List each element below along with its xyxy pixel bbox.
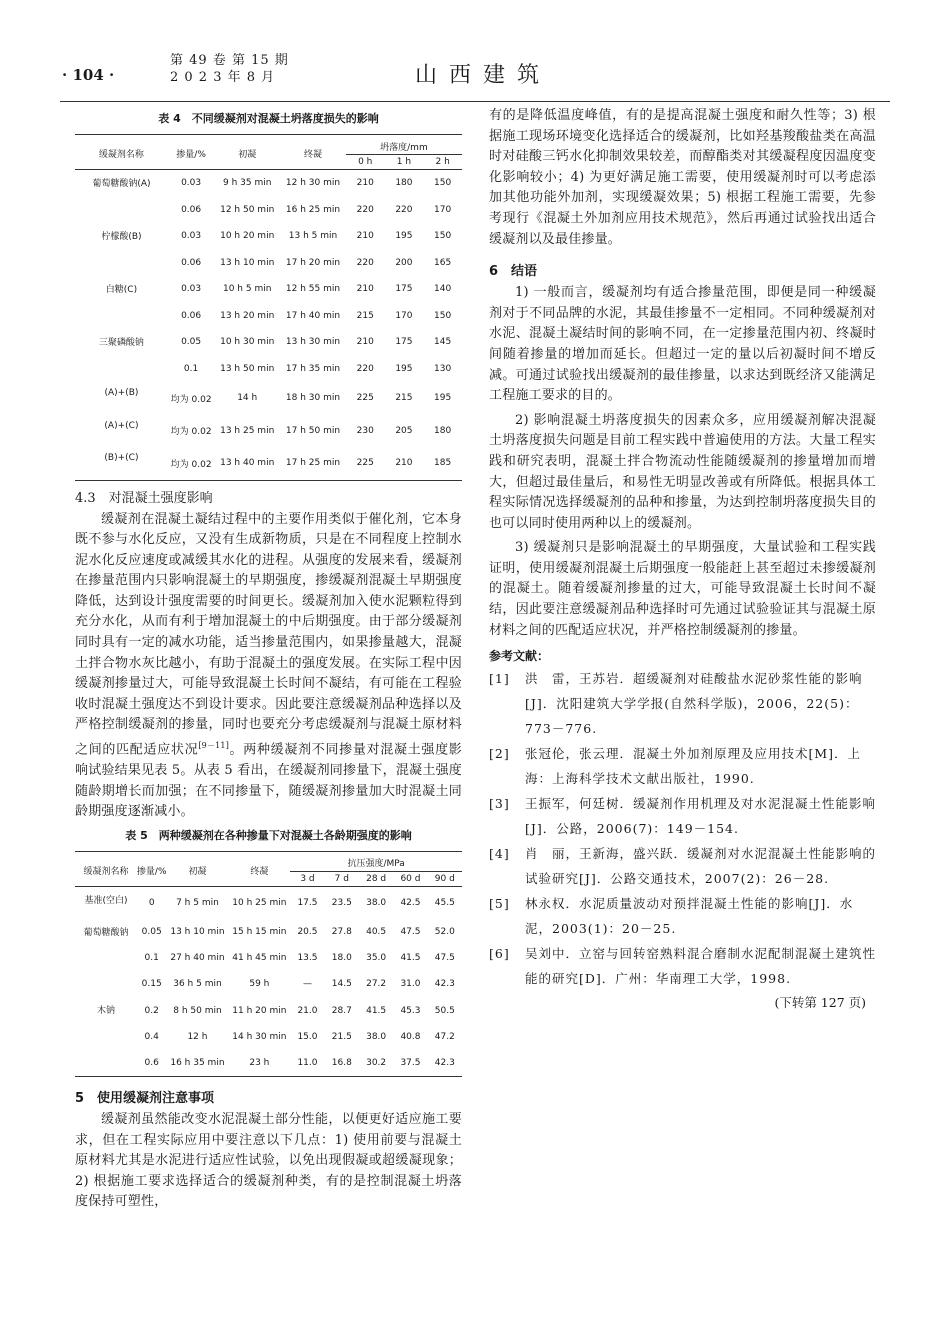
table-cell: 0.06: [181, 257, 202, 268]
table-cell: 均为 0.02: [170, 394, 212, 405]
table-cell: 220: [356, 363, 374, 374]
table-cell: 59 h: [249, 979, 270, 990]
table5: [75, 851, 462, 1077]
table-cell: 基准(空白): [84, 895, 128, 906]
table-cell: 17 h 50 min: [285, 425, 341, 436]
t4-head-slump-1h: 1 h: [396, 157, 412, 167]
table-cell: 0.03: [181, 284, 202, 295]
reference-item: [489, 941, 876, 991]
table-cell: —: [302, 979, 312, 990]
issue-date: 2 0 2 3 年 8 月: [170, 70, 276, 85]
table-cell: 均为 0.02: [170, 459, 212, 470]
t4-head-name: 缓凝剂名称: [98, 150, 144, 160]
table-cell: 11.0: [297, 1057, 318, 1068]
table-cell: 0.03: [181, 178, 202, 189]
reference-number: [1]: [489, 671, 510, 687]
table-cell: 40.8: [400, 1031, 421, 1042]
table-cell: 175: [395, 284, 413, 295]
table-cell: 15.0: [297, 1031, 318, 1042]
reference-text: 肖 丽，王新海，盛兴跃．缓凝剂对水泥混凝土性能影响的试验研究[J]．公路交通技术，2007(2)：26－28.: [525, 846, 877, 887]
table-cell: 220: [395, 204, 413, 215]
table-cell: 41 h 45 min: [232, 953, 287, 964]
table-cell: 205: [395, 425, 413, 436]
table-cell: 50.5: [434, 1005, 455, 1016]
table-cell: 16 h 25 min: [285, 204, 341, 215]
page-header: [60, 40, 890, 100]
table-cell: 38.0: [366, 897, 387, 908]
table-cell: 10 h 20 min: [220, 231, 275, 242]
table-cell: 13 h 10 min: [220, 257, 275, 268]
left-column: [75, 106, 462, 1213]
reference-number: [4]: [489, 846, 510, 862]
table-cell: 195: [395, 231, 413, 242]
table-cell: 210: [356, 337, 374, 348]
table-row: [75, 329, 462, 356]
table-cell: 0.03: [181, 231, 202, 242]
table-cell: 210: [356, 231, 374, 242]
t4-head-final: 终凝: [303, 150, 322, 160]
table-row: [75, 997, 462, 1023]
table-cell: 38.0: [366, 1031, 387, 1042]
table-cell: 0.1: [144, 953, 159, 964]
table-row: [75, 170, 462, 197]
t5-head-3d: 3 d: [300, 873, 315, 884]
table-cell: 0: [148, 897, 155, 908]
reference-text: 王振军，何廷树．缓凝剂作用机理及对水泥混凝土性能影响[J]．公路，2006(7)：149－154.: [525, 796, 877, 837]
table-row: [75, 886, 462, 919]
references-title: 参考文献：: [489, 649, 550, 664]
table-cell: 12 h 55 min: [285, 284, 341, 295]
table-cell: 13 h 30 min: [285, 337, 341, 348]
t4-head-slump-2h: 2 h: [435, 157, 450, 167]
table-cell: 230: [356, 425, 374, 436]
table-cell: 18.0: [331, 953, 352, 964]
citation: [9－11]: [198, 741, 230, 751]
reference-item: [489, 791, 876, 841]
table-cell: 225: [356, 393, 374, 404]
reference-number: [3]: [489, 796, 510, 812]
table-cell: 21.0: [297, 1005, 318, 1016]
table-cell: 14 h: [237, 393, 258, 404]
t4-head-dosage: 掺量/%: [176, 150, 206, 160]
reference-text: 吴刘中．立窑与回转窑熟料混合磨制水泥配制混凝土建筑性能的研究[D]．广州：华南理工大学，1998.: [525, 946, 877, 987]
table-cell: 45.3: [400, 1005, 421, 1016]
t5-head-dosage: 掺量/%: [136, 866, 167, 877]
table-cell: 13 h 25 min: [220, 425, 275, 436]
conclusion-1: 1) 一般而言，缓凝剂均有适合掺量范围，即便是同一种缓凝剂对于不同品牌的水泥，其最佳掺量不一定相同。不同种缓凝剂对水泥、混凝土凝结时间的影响不同，在一定掺量范围内初、终凝时间随着掺量的增加而延长。但超过一定的量以后初凝时间不增反减。可通过试验找出缓凝剂的最佳掺量，以求达到既经济又能满足工程施工要求的目的。: [489, 285, 876, 404]
section-5-paragraph: 缓凝剂虽然能改变水泥混凝土部分性能，以便更好适应施工要求，但在工程实际应用中要注意以下几点：1) 使用前要与混凝土原材料尤其是水泥进行适应性试验，以免出现假凝或超缓凝现象；2) 根据施工要求选择适合的缓凝剂种类，有的是控制混凝土坍落度保持可塑性，: [75, 1112, 462, 1210]
table-cell: 150: [434, 178, 452, 189]
reference-item: [489, 891, 876, 941]
t4-head-initial: 初凝: [238, 150, 257, 160]
table-cell: 0.06: [181, 310, 202, 321]
t4-head-slump: 坍落度/mm: [346, 135, 462, 155]
table-cell: 140: [434, 284, 452, 295]
table-cell: 0.15: [141, 979, 162, 990]
table-cell: 165: [434, 257, 452, 268]
table-cell: 13 h 40 min: [220, 458, 275, 469]
table-cell: 215: [395, 393, 413, 404]
t5-head-initial: 初凝: [188, 866, 207, 877]
reference-number: [5]: [489, 896, 510, 912]
page-number: · 104 ·: [62, 66, 115, 84]
table-cell: 13 h 5 min: [288, 231, 338, 242]
reference-number: [2]: [489, 746, 510, 762]
table-cell: 47.5: [434, 953, 455, 964]
reference-item: [489, 741, 876, 791]
table-cell: 23 h: [249, 1057, 270, 1068]
table-cell: 220: [356, 257, 374, 268]
table4-body: [75, 170, 462, 481]
table-cell: 0.06: [181, 204, 202, 215]
table-cell: 0.1: [183, 363, 199, 374]
t4-head-slump-0h: 0 h: [358, 157, 373, 167]
t5-head-name: 缓凝剂名称: [83, 866, 129, 877]
journal-title: 山西建筑: [415, 63, 552, 88]
table-cell: 210: [356, 284, 374, 295]
table-cell: 葡萄糖酸钠(A): [92, 179, 151, 189]
table-cell: 47.2: [434, 1031, 455, 1042]
table-cell: 28.7: [331, 1005, 352, 1016]
table-cell: 13 h 20 min: [220, 310, 275, 321]
table4-caption: 表 4 不同缓凝剂对混凝土坍落度损失的影响: [158, 112, 379, 125]
table-cell: 10 h 25 min: [232, 897, 287, 908]
table-cell: 木钠: [96, 1006, 115, 1017]
table-cell: 9 h 35 min: [222, 178, 272, 189]
references-list: [489, 666, 876, 991]
table-cell: 16.8: [331, 1057, 352, 1068]
table-cell: (B)+(C): [104, 453, 139, 463]
right-column: [489, 106, 876, 1011]
reference-item: [489, 841, 876, 891]
table-cell: 10 h 5 min: [222, 284, 272, 295]
table-cell: 0.4: [144, 1031, 159, 1042]
table-cell: 200: [395, 257, 413, 268]
table-cell: 170: [434, 204, 452, 215]
table-cell: 42.5: [400, 897, 421, 908]
table-cell: 220: [356, 204, 374, 215]
t5-head-90d: 90 d: [434, 873, 455, 884]
table-cell: 52.0: [434, 927, 455, 938]
table-cell: 36 h 5 min: [173, 979, 222, 990]
table-cell: (A)+(B): [104, 388, 139, 398]
table-cell: 13 h 10 min: [170, 927, 225, 938]
table-cell: 13.5: [297, 953, 318, 964]
table-cell: 42.3: [434, 979, 455, 990]
conclusion-2: 2) 影响混凝土坍落度损失的因素众多，应用缓凝剂解决混凝土坍落度损失问题是目前工程实践中普遍使用的方法。大量工程实践和研究表明，混凝土拌合物流动性能随缓凝剂的掺量增加而增大，但超过最佳量后，和易性无明显改善或有所降低。根据具体工程实际情况选择缓凝剂的品种和掺量，为达到控制坍落度损失目的也可以同时使用两种以上的缓凝剂。: [489, 412, 876, 531]
table-cell: 225: [356, 458, 374, 469]
table-cell: 150: [434, 310, 452, 321]
section-4-3-text-b: 。两种缓凝剂不同掺量对混凝土强度影响试验结果见表 5。从表 5 看出，在缓凝剂同掺量下，混凝土强度随龄期增长而加强；在不同掺量下，随缓凝剂掺量加大时混凝土同龄期强度逐渐减小。: [75, 742, 462, 820]
table-cell: 7 h 5 min: [176, 897, 219, 908]
table4: [75, 134, 462, 481]
table-cell: 175: [395, 337, 413, 348]
table-cell: 180: [434, 425, 452, 436]
t5-head-final: 终凝: [250, 866, 269, 877]
table-row: [75, 447, 462, 480]
table-cell: 0.6: [144, 1057, 159, 1068]
table-cell: 11 h 20 min: [232, 1005, 287, 1016]
t5-head-7d: 7 d: [334, 873, 349, 884]
table-cell: 40.5: [366, 927, 387, 938]
table-cell: 12 h 30 min: [285, 178, 341, 189]
table-cell: 18 h 30 min: [285, 393, 341, 404]
table-cell: 37.5: [400, 1057, 421, 1068]
table-cell: 27 h 40 min: [170, 953, 225, 964]
conclusion-3: 3) 缓凝剂只是影响混凝土的早期强度，大量试验和工程实践证明，使用缓凝剂混凝土后期强度一般能赶上甚至超过未掺缓凝剂的混凝土。随着缓凝剂掺量的过大，可能导致混凝土长时间不凝结，因此要注意缓凝剂品种选择时可先通过试验验证其与混凝土原材料之间的匹配适应状况，并严格控制缓凝剂的掺量。: [489, 540, 876, 638]
table-cell: (A)+(C): [104, 420, 139, 431]
table-cell: 12 h: [187, 1031, 208, 1042]
table-cell: 12 h 50 min: [220, 204, 275, 215]
table-cell: 17 h 20 min: [285, 257, 341, 268]
table-cell: 17 h 35 min: [285, 363, 341, 374]
table-cell: 17 h 25 min: [285, 458, 341, 469]
table-cell: 14.5: [331, 979, 352, 990]
section-4-3-heading: 4.3 对混凝土强度影响: [75, 490, 213, 506]
table5-caption: 表 5 两种缓凝剂在各种掺量下对混凝土各龄期强度的影响: [125, 828, 412, 842]
section-4-3-text-a: 缓凝剂在混凝土凝结过程中的主要作用类似于催化剂，它本身既不参与水化反应，又没有生成新物质，只是在不同程度上控制水泥水化反应速度或减缓其水化的进程。从强度的发展来看，缓凝剂在掺量范围内只影响混凝土的早期强度，掺缓凝剂混凝土早期强度降低，达到设计强度需要的时间更长。缓凝剂加入使水泥颗粒得到充分水化，从而有利于增加混凝土的中后期强度。由于部分缓凝剂同时具有一定的减水功能，适当掺量范围内，如果掺量越大，混凝土拌合物水灰比越小，有助于混凝土的强度发展。在实际工程中因缓凝剂掺量过大，可能导致混凝土长时间不凝结，有可能在工程验收时混凝土强度达不到设计要求。因此要注意缓凝剂品种选择以及严格控制缓凝剂的掺量，同时也要充分考虑缓凝剂与混凝土原材料之间的匹配适应状况: [75, 511, 462, 758]
section-4-3-paragraph: [75, 510, 462, 823]
section-5-heading: 5 使用缓凝剂注意事项: [75, 1091, 215, 1107]
table-cell: 30.2: [366, 1057, 387, 1068]
t5-head-60d: 60 d: [400, 873, 421, 884]
table-cell: 16 h 35 min: [170, 1057, 225, 1068]
reference-text: 张冠伦，张云理．混凝土外加剂原理及应用技术[M]．上海：上海科学技术文献出版社，1990.: [525, 746, 862, 787]
table-cell: 145: [434, 337, 452, 348]
table-cell: 130: [434, 363, 452, 374]
table-cell: 45.5: [434, 897, 455, 908]
table-cell: 17.5: [297, 897, 318, 908]
table-cell: 13 h 50 min: [220, 363, 275, 374]
table-row: [75, 415, 462, 448]
volume-issue: 第 49 卷 第 15 期: [170, 53, 289, 68]
table-cell: 215: [356, 310, 374, 321]
section-5-continuation: 有的是降低温度峰值，有的是提高混凝土强度和耐久性等；3) 根据施工现场环境变化选择适合的缓凝剂，比如羟基羧酸盐类在高温时对硅酸三钙水化抑制效果较差，而醇酯类对其缓凝程度因温度变化影响较小；4) 为更好满足施工需要，使用缓凝剂时可以考虑添加其他功能外加剂，实现缓凝效果；5) 根据工程施工需要，先参考现行《混凝土外加剂应用技术规范》，然后再通过试验找出适合缓凝剂以及最佳掺量。: [489, 108, 876, 247]
table-cell: 白糖(C): [105, 285, 138, 295]
table-cell: 17 h 40 min: [285, 310, 341, 321]
table5-body: [75, 886, 462, 1076]
reference-text: 洪 雷，王苏岩．超缓凝剂对硅酸盐水泥砂浆性能的影响[J]．沈阳建筑大学学报(自然科学版)，2006，22(5)：773－776.: [525, 671, 863, 737]
table-cell: 21.5: [331, 1031, 352, 1042]
table-cell: 三聚磷酸钠: [98, 338, 144, 348]
table-cell: 均为 0.02: [170, 427, 212, 438]
table-row: [75, 382, 462, 415]
table-cell: 195: [395, 363, 413, 374]
table-cell: 195: [434, 393, 452, 404]
table-cell: 0.2: [144, 1005, 159, 1016]
table-cell: 35.0: [366, 953, 387, 964]
reference-number: [6]: [489, 946, 510, 962]
table-cell: 47.5: [400, 927, 421, 938]
reference-item: [489, 666, 876, 741]
issue-info: [170, 52, 289, 86]
table-cell: 170: [395, 310, 413, 321]
t5-head-strength: 抗压强度/MPa: [290, 851, 462, 871]
reference-text: 林永权．水泥质量波动对预拌混凝土性能的影响[J]．水泥，2003(1)：20－25.: [525, 896, 854, 937]
table-cell: 210: [356, 178, 374, 189]
table-cell: 42.3: [434, 1057, 455, 1068]
table-row: [75, 223, 462, 250]
table-cell: 180: [395, 178, 413, 189]
table-cell: 23.5: [331, 897, 352, 908]
table-row: [75, 276, 462, 303]
table-cell: 柠檬酸(B): [101, 232, 142, 242]
section-6-heading: 6 结语: [489, 264, 538, 280]
table-cell: 0.05: [141, 927, 162, 938]
table-cell: 15 h 15 min: [232, 927, 287, 938]
table-cell: 27.2: [366, 979, 387, 990]
table-cell: 14 h 30 min: [232, 1031, 287, 1042]
table-cell: 31.0: [400, 979, 421, 990]
table-cell: 20.5: [297, 927, 318, 938]
table-cell: 8 h 50 min: [173, 1005, 222, 1016]
table-cell: 185: [434, 458, 452, 469]
table-cell: 150: [434, 231, 452, 242]
table-cell: 41.5: [366, 1005, 387, 1016]
table-cell: 41.5: [400, 953, 421, 964]
table-cell: 葡萄糖酸钠: [83, 927, 129, 938]
continued-note: (下转第 127 页): [774, 995, 866, 1011]
table-cell: 210: [395, 458, 413, 469]
table-cell: 10 h 30 min: [220, 337, 275, 348]
table-row: [75, 919, 462, 945]
t5-head-28d: 28 d: [366, 873, 387, 884]
table-cell: 0.05: [181, 337, 202, 348]
table-cell: 27.8: [331, 927, 352, 938]
header-rule: [60, 101, 890, 102]
